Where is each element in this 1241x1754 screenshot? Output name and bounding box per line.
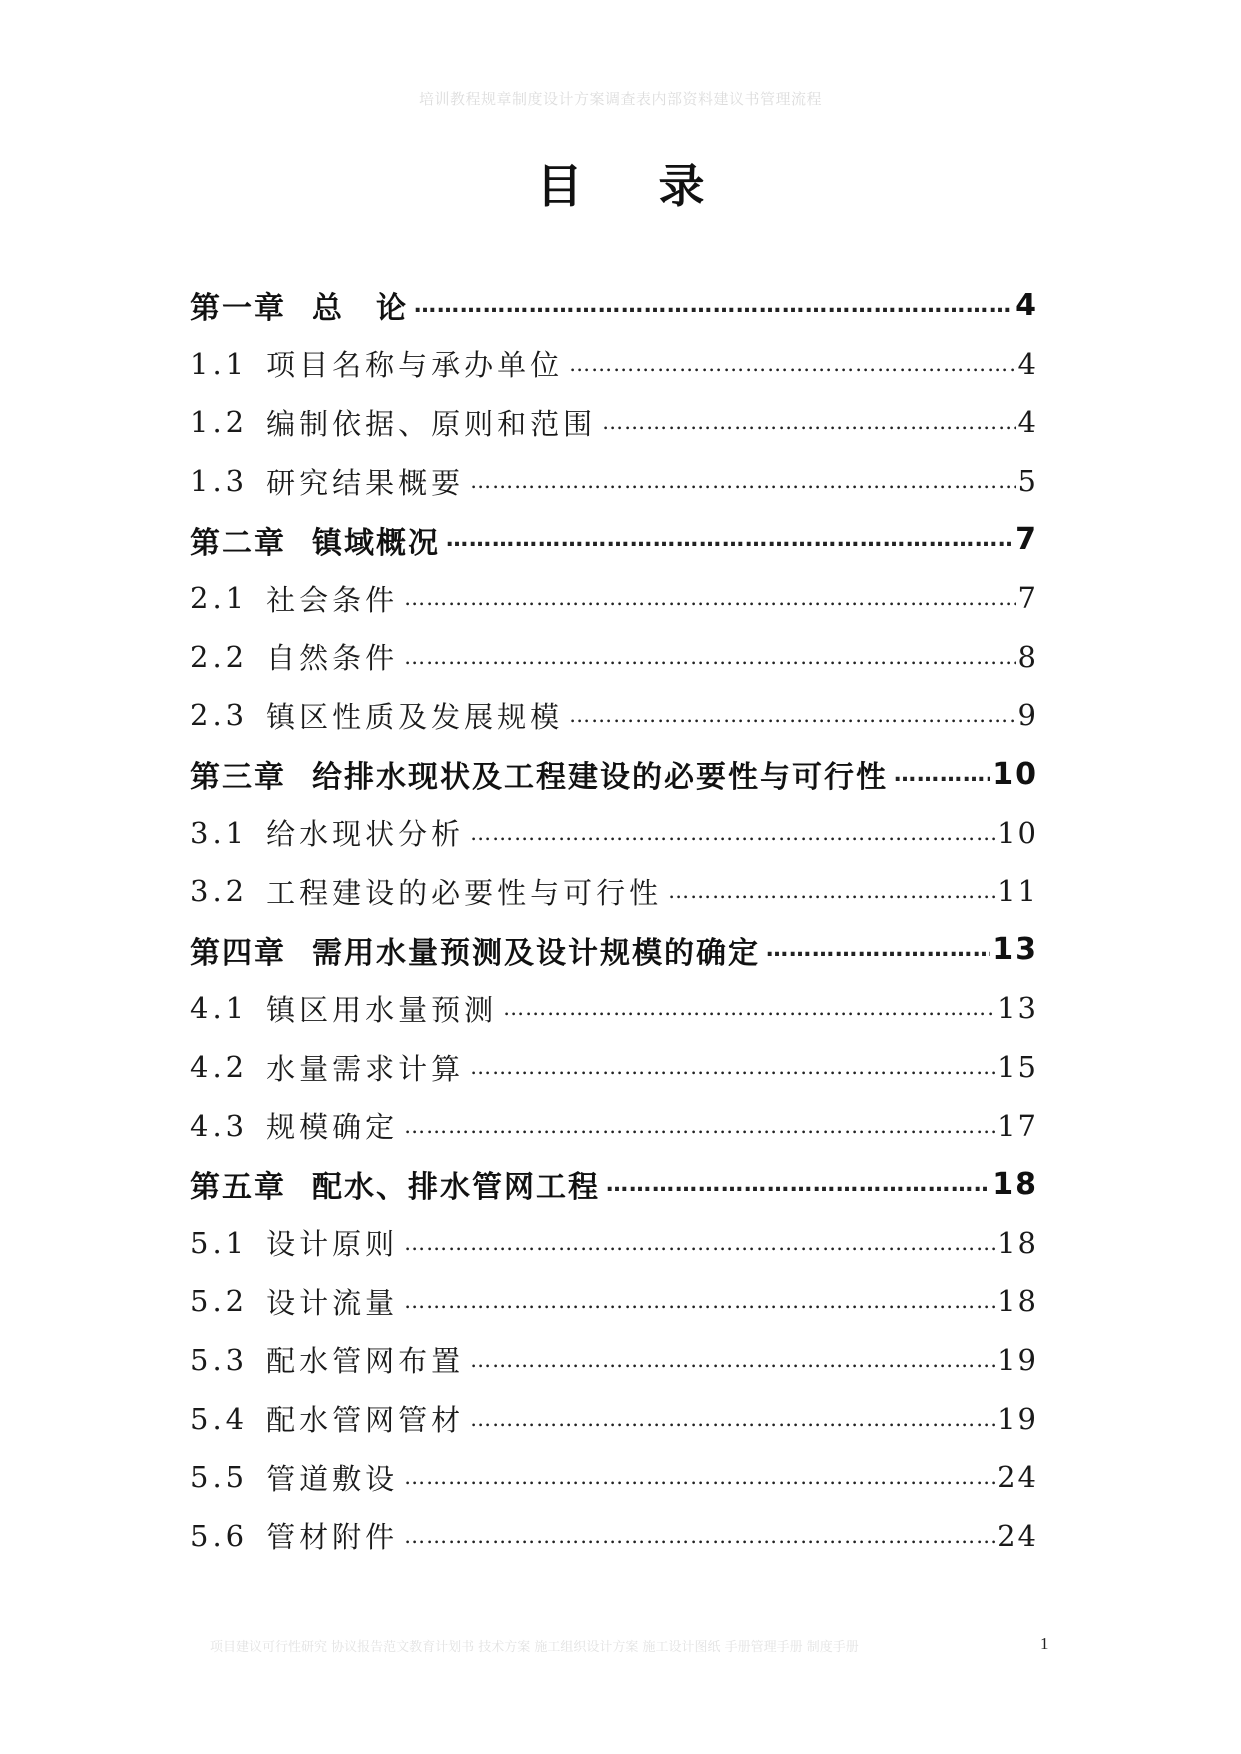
toc-leader-dots xyxy=(503,996,995,1020)
toc-entry-page: 11 xyxy=(997,874,1038,909)
toc-entry-page: 17 xyxy=(997,1108,1038,1143)
toc-entry-label xyxy=(190,928,760,972)
toc-entry-page: 24 xyxy=(997,1518,1038,1553)
toc-entry-label xyxy=(190,578,398,619)
toc-entry-label xyxy=(190,988,497,1029)
toc-entry-number: 5.6 xyxy=(190,1518,249,1553)
toc-entry-number: 4.1 xyxy=(190,991,249,1026)
toc-entry-page: 15 xyxy=(997,1050,1038,1085)
toc-entry-page: 5 xyxy=(1017,464,1038,499)
toc-entry-label xyxy=(190,812,464,853)
toc-entry-number: 第二章 xyxy=(190,525,286,561)
toc-section-entry[interactable] xyxy=(190,1389,1038,1448)
toc-entry-title: 配水管网管材 xyxy=(266,1403,465,1438)
toc-section-entry[interactable] xyxy=(190,1448,1038,1507)
toc-entry-page: 7 xyxy=(1017,581,1038,616)
toc-entry-number: 4.3 xyxy=(190,1108,249,1143)
toc-entry-label xyxy=(190,871,662,912)
toc-entry-label xyxy=(190,518,440,562)
toc-entry-number: 5.4 xyxy=(190,1401,249,1436)
toc-entry-number: 5.2 xyxy=(190,1284,249,1319)
toc-entry-page: 4 xyxy=(1015,287,1038,323)
toc-entry-label xyxy=(190,1515,398,1556)
toc-leader-dots xyxy=(470,1348,995,1372)
toc-entry-page: 24 xyxy=(997,1460,1038,1495)
toc-entry-number: 3.1 xyxy=(190,815,249,850)
toc-entry-number: 3.2 xyxy=(190,874,249,909)
toc-section-entry[interactable] xyxy=(190,1214,1038,1273)
toc-entry-label xyxy=(190,402,596,443)
toc-entry-title: 给水现状分析 xyxy=(266,817,465,852)
toc-leader-dots xyxy=(470,1055,995,1079)
toc-section-entry[interactable] xyxy=(190,686,1038,745)
toc-section-entry[interactable] xyxy=(190,335,1038,394)
toc-entry-label xyxy=(190,1162,600,1206)
toc-entry-title: 设计原则 xyxy=(266,1227,399,1262)
toc-entry-page: 13 xyxy=(997,991,1038,1026)
toc-leader-dots xyxy=(404,1465,995,1489)
toc-leader-dots xyxy=(668,879,995,903)
toc-section-entry[interactable] xyxy=(190,862,1038,921)
toc-section-entry[interactable] xyxy=(190,803,1038,862)
toc-section-entry[interactable] xyxy=(190,393,1038,452)
toc-entry-title: 工程建设的必要性与可行性 xyxy=(266,875,663,910)
toc-leader-dots xyxy=(404,1524,995,1548)
toc-entry-page: 7 xyxy=(1015,522,1038,558)
toc-entry-page: 19 xyxy=(997,1342,1038,1377)
toc-entry-number: 第三章 xyxy=(190,760,286,796)
toc-entry-label xyxy=(190,636,398,677)
toc-entry-page: 10 xyxy=(997,815,1038,850)
toc-leader-dots xyxy=(404,1289,995,1313)
toc-entry-label xyxy=(190,1457,398,1498)
toc-leader-dots xyxy=(414,293,1013,318)
toc-leader-dots xyxy=(404,586,1015,610)
toc-entry-page: 9 xyxy=(1017,698,1038,733)
toc-entry-label xyxy=(190,1339,464,1380)
toc-entry-title: 自然条件 xyxy=(266,641,399,676)
toc-entry-number: 第四章 xyxy=(190,935,286,971)
toc-entry-title: 水量需求计算 xyxy=(266,1051,465,1086)
toc-entry-number: 2.3 xyxy=(190,698,249,733)
toc-entry-title: 研究结果概要 xyxy=(266,465,465,500)
toc-leader-dots xyxy=(766,937,990,962)
toc-entry-number: 5.1 xyxy=(190,1225,249,1260)
toc-section-entry[interactable] xyxy=(190,569,1038,628)
toc-entry-title: 镇域概况 xyxy=(312,525,440,561)
page-title: 目 录 xyxy=(536,159,735,213)
toc-chapter-entry[interactable] xyxy=(190,921,1038,980)
toc-entry-title: 镇区用水量预测 xyxy=(266,992,498,1027)
toc-entry-title: 设计流量 xyxy=(266,1285,399,1320)
toc-entry-page: 13 xyxy=(992,932,1038,968)
toc-entry-title: 规模确定 xyxy=(266,1110,399,1145)
toc-entry-title: 编制依据、原则和范围 xyxy=(266,406,597,441)
toc-entry-label xyxy=(190,343,563,384)
toc-leader-dots xyxy=(569,703,1015,727)
toc-entry-title: 需用水量预测及设计规模的确定 xyxy=(312,935,760,971)
toc-entry-number: 5.3 xyxy=(190,1342,249,1377)
toc-section-entry[interactable] xyxy=(190,1038,1038,1097)
toc-section-entry[interactable] xyxy=(190,979,1038,1038)
toc-entry-page: 8 xyxy=(1017,639,1038,674)
toc-entry-page: 18 xyxy=(997,1225,1038,1260)
toc-leader-dots xyxy=(602,410,1015,434)
toc-entry-title: 镇区性质及发展规模 xyxy=(266,699,564,734)
toc-entry-title: 配水、排水管网工程 xyxy=(312,1170,600,1206)
toc-entry-page: 4 xyxy=(1017,346,1038,381)
toc-section-entry[interactable] xyxy=(190,1331,1038,1390)
toc-entry-number: 第五章 xyxy=(190,1170,286,1206)
toc-leader-dots xyxy=(404,1231,995,1255)
toc-section-entry[interactable] xyxy=(190,1506,1038,1565)
toc-entry-label xyxy=(190,1222,398,1263)
toc-chapter-entry[interactable] xyxy=(190,510,1038,569)
toc-entry-label xyxy=(190,283,408,327)
toc-entry-label xyxy=(190,461,464,502)
toc-entry-title: 管道敷设 xyxy=(266,1461,399,1496)
toc-entry-label xyxy=(190,1398,464,1439)
toc-entry-page: 4 xyxy=(1017,405,1038,440)
toc-section-entry[interactable] xyxy=(190,628,1038,687)
table-of-contents xyxy=(190,276,1038,1565)
footer-watermark: 项目建议可行性研究 协议报告范文教育计划书 技术方案 施工组织设计方案 施工设计图纸 手册管理手册 制度手册 xyxy=(210,1640,859,1655)
toc-entry-page: 19 xyxy=(997,1401,1038,1436)
toc-entry-page: 18 xyxy=(997,1284,1038,1319)
toc-entry-number: 1.1 xyxy=(190,346,249,381)
toc-chapter-entry[interactable] xyxy=(190,1155,1038,1214)
toc-entry-title: 管材附件 xyxy=(266,1520,399,1555)
toc-leader-dots xyxy=(470,821,995,845)
toc-leader-dots xyxy=(404,645,1015,669)
toc-section-entry[interactable] xyxy=(190,1272,1038,1331)
toc-entry-label xyxy=(190,695,563,736)
toc-entry-title: 总 论 xyxy=(312,291,408,327)
toc-entry-label xyxy=(190,1105,398,1146)
toc-chapter-entry[interactable] xyxy=(190,276,1038,335)
toc-section-entry[interactable] xyxy=(190,452,1038,511)
toc-entry-title: 社会条件 xyxy=(266,582,399,617)
toc-entry-page: 10 xyxy=(992,756,1038,792)
toc-entry-title: 给排水现状及工程建设的必要性与可行性 xyxy=(312,760,888,796)
toc-entry-title: 配水管网布置 xyxy=(266,1344,465,1379)
toc-entry-page: 18 xyxy=(992,1166,1038,1202)
toc-leader-dots xyxy=(404,1114,995,1138)
header-watermark: 培训教程规章制度设计方案调查表内部资料建议书管理流程 xyxy=(418,90,822,108)
page-number: 1 xyxy=(1040,1634,1049,1653)
toc-entry-title: 项目名称与承办单位 xyxy=(266,348,564,383)
toc-entry-number: 第一章 xyxy=(190,291,286,327)
toc-leader-dots xyxy=(470,1407,995,1431)
toc-entry-label xyxy=(190,1281,398,1322)
toc-entry-number: 1.3 xyxy=(190,464,249,499)
toc-entry-number: 2.2 xyxy=(190,639,249,674)
toc-entry-label xyxy=(190,1047,464,1088)
toc-leader-dots xyxy=(894,762,990,787)
toc-entry-number: 5.5 xyxy=(190,1460,249,1495)
toc-entry-number: 4.2 xyxy=(190,1050,249,1085)
toc-entry-number: 1.2 xyxy=(190,405,249,440)
toc-leader-dots xyxy=(470,469,1015,493)
toc-leader-dots xyxy=(446,527,1013,552)
toc-section-entry[interactable] xyxy=(190,1096,1038,1155)
toc-leader-dots xyxy=(606,1172,990,1197)
toc-entry-number: 2.1 xyxy=(190,581,249,616)
toc-leader-dots xyxy=(569,352,1015,376)
toc-chapter-entry[interactable] xyxy=(190,745,1038,804)
toc-entry-label xyxy=(190,752,888,796)
